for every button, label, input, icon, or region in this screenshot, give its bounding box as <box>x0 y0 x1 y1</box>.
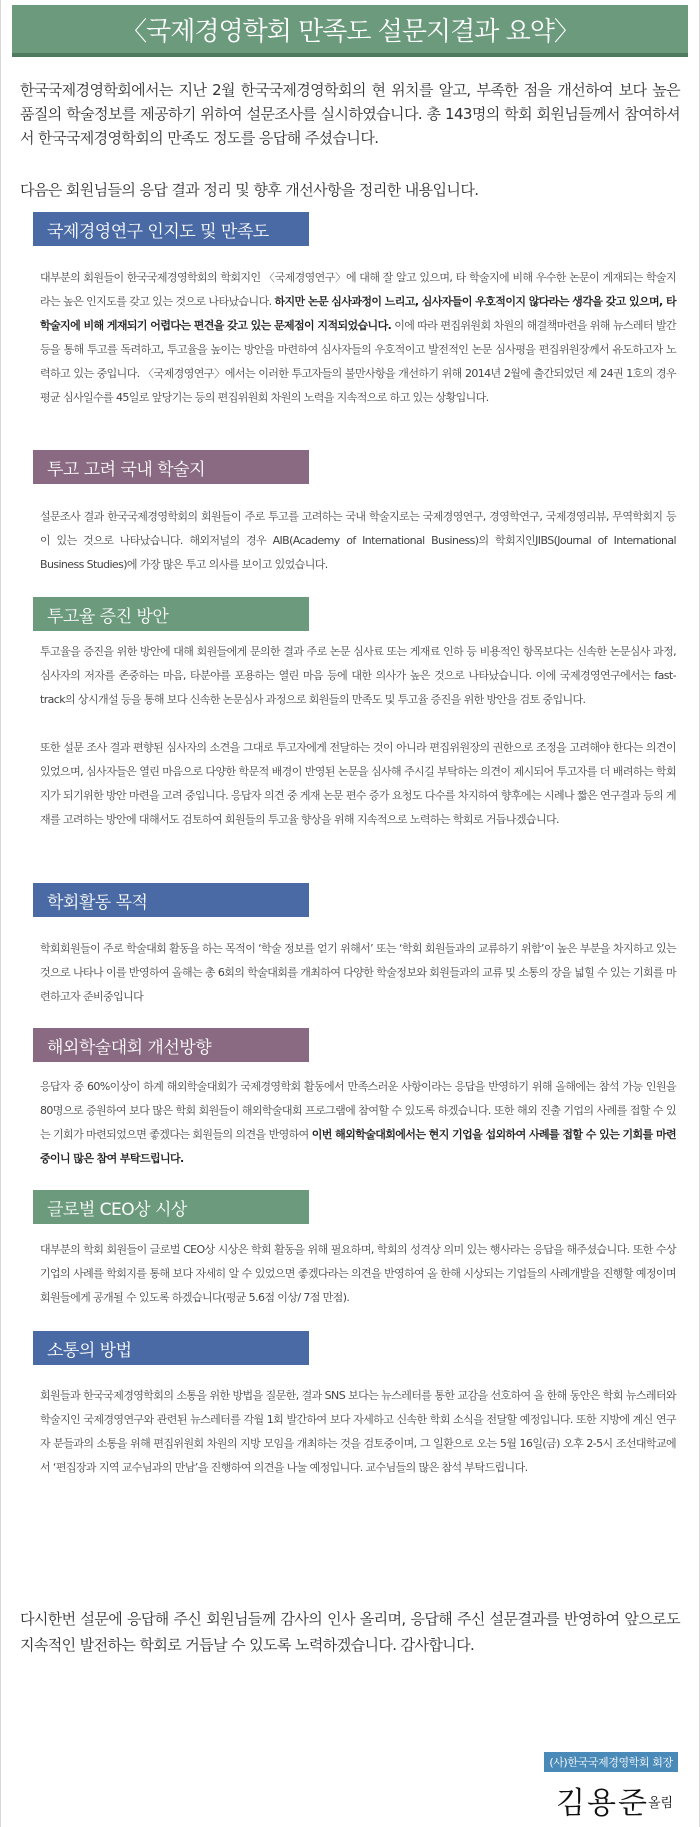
section-heading-ceo-award: 글로벌 CEO상 시상 <box>33 1190 309 1224</box>
section-heading-purpose: 학회활동 목적 <box>33 883 309 917</box>
section-heading-overseas: 해외학술대회 개선방향 <box>33 1028 309 1062</box>
section-body-journals: 설문조사 결과 한국국제경영학회의 회원들이 주로 투고를 고려하는 국내 학술지로는 국제경영연구, 경영학연구, 국제경영리뷰, 무역학회지 등이 있는 것으로 나타났습니다. 해외저널의 경우 AIB(Academy of International Business)의 학회지인JIBS(Journal of International Business Studies)에 가장 많은 투고 의사를 보이고 있었습니다. <box>40 510 676 571</box>
signature-name: 김용준 <box>556 1786 649 1821</box>
section-heading-communication: 소통의 방법 <box>33 1331 309 1365</box>
intro-text: 한국국제경영학회에서는 지난 2월 한국국제경영학회의 현 위치를 알고, 부족한 점을 개선하여 보다 높은 품질의 학술정보를 제공하기 위하여 설문조사를 실시하였습니다. 총 143명의 학회 회원님들께서 참여하셔서 한국국제경영학회의 만족도 정도를 응답해 주셨습니다. <box>20 81 680 147</box>
section-body-awareness: 대부분의 회원들이 한국국제경영학회의 학회지인 〈국제경영연구〉에 대해 잘 알고 있으며, 타 학술지에 비해 우수한 논문이 게재되는 학술지라는 높은 인지도를 갖고 있는 것으로 나타났습니다. 하지만 논문 심사과정이 느리고, 심사자들이 우호적이지 않다라는 생각을 갖고 있으며, 타 학술지에 비해 게재되기 어렵다는 편견을 갖고 있는 문제점이 지적되었습니다. 이에 따라 편집위원회 차원의 해결책마련을 위해 뉴스레터 발간 등을 통해 투고를 독려하고, 투고율을 높이는 방안을 마련하여 심사자들의 우호적이고 발전적인 논문 심사평을 편집위원장께서 유도하고자 노력하고 있는 중입니다. 〈국제경영연구〉에서는 이러한 투고자들의 불만사항을 개선하기 위해 2014년 2월에 출간되었던 제 24권 1호의 경우 평균 심사일수를 45일로 앞당기는 등의 편집위원회 차원의 노력을 지속적으로 하고 있는 상황입니다. <box>40 271 676 404</box>
intro-summary: 다음은 회원님들의 응답 결과 정리 및 향후 개선사항을 정리한 내용입니다. <box>20 181 479 199</box>
page-title: 〈국제경영학회 만족도 설문지결과 요약〉 <box>12 5 688 53</box>
intro-paragraph <box>20 78 680 150</box>
closing-paragraph: 다시한번 설문에 응답해 주신 회원님들께 감사의 인사 올리며, 응답해 주신 설문결과를 반영하여 앞으로도 지속적인 발전하는 학회로 거듭날 수 있도록 노력하겠습니다. 감사합니다. <box>20 1610 680 1654</box>
section-heading-awareness: 국제경영연구 인지도 및 만족도 <box>33 212 309 246</box>
section-body-communication: 회원들과 한국국제경영학회의 소통을 위한 방법을 질문한, 결과 SNS 보다는 뉴스레터를 통한 교감을 선호하여 올 한해 동안은 학회 뉴스레터와 학술지인 국제경영연구와 관련된 뉴스레터를 각월 1회 발간하여 보다 자세하고 신속한 학회 소식을 전달할 예정입니다. 또한 지방에 계신 연구자 분들과의 소통을 위해 편집위원회 차원의 지방 모임을 개최하는 것을 검토중이며, 그 일환으로 오는 5월 16일(금) 오후 2-5시 조선대학교에서 ‘편집장과 지역 교수님과의 만남’을 진행하여 의견을 나눌 예정입니다. 교수님들의 많은 참석 부탁드립니다. <box>40 1389 676 1474</box>
section-body-ceo-award: 대부분의 학회 회원들이 글로벌 CEO상 시상은 학회 활동을 위해 필요하며, 학회의 성격상 의미 있는 행사라는 응답을 해주셨습니다. 또한 수상기업의 사례를 학회지를 통해 보다 자세히 알 수 있었으면 좋겠다라는 의견을 반영하여 올 한해 시상되는 기업들의 사례개발을 진행할 예정이며 회원들에게 공개될 수 있도록 하겠습니다(평균 5.6점 이상/ 7점 만점). <box>40 1243 676 1304</box>
title-underline <box>12 53 688 57</box>
section-body-overseas: 응답자 중 60%이상이 하계 해외학술대회가 국제경영학회 활동에서 만족스러운 사항이라는 응답을 반영하기 위해 올해에는 참석 가능 인원을 80명으로 증원하여 보다 많은 학회 회원들이 해외학술대회 프로그램에 참여할 수 있도록 하겠습니다. 또한 해외 진출 기업의 사례를 접할 수 있는 기회가 마련되었으면 좋겠다는 회원들의 의견을 반영하여 이번 해외학술대회에서는 현지 기업을 섭외하여 사례를 접할 수 있는 기회를 마련중이니 많은 참여 부탁드립니다. <box>40 1080 676 1165</box>
signature-title-badge: (사)한국국제경영학회 회장 <box>544 1752 678 1772</box>
section-heading-submission: 투고율 증진 방안 <box>33 597 309 631</box>
signature-suffix: 올림 <box>648 1796 674 1811</box>
section-body-submission: 투고율을 증진을 위한 방안에 대해 회원들에게 문의한 결과 주로 논문 심사료 또는 게재료 인하 등 비용적인 항목보다는 신속한 논문심사 과정, 심사자의 저자를 존중하는 마음, 타분야를 포용하는 열린 마음 등에 대한 의사가 높은 것으로 나타났습니다. 이에 국제경영연구에서는 fast-track의 상시개설 등을 통해 보다 신속한 논문심사 과정으로 회원들의 만족도 및 투고율 증진을 위한 방안을 검토 중입니다. 또한 설문 조사 결과 편향된 심사자의 소견을 그대로 투고자에게 전달하는 것이 아니라 편집위원장의 권한으로 조정을 고려해야 한다는 의견이 있었으며, 심사자들은 열린 마음으로 다양한 학문적 배경이 반영된 논문을 심사해 주시길 부탁하는 의견이 제시되어 투고자를 더 배려하는 학회지가 되기위한 방안 마련을 고려 중입니다. 응답자 의견 중 게재 논문 편수 증가 요청도 다수를 차지하여 향후에는 시례나 짧은 연구결과 등의 게재를 고려하는 방안에 대해서도 검토하여 회원들의 투고율 향상을 위해 지속적으로 노력하는 학회로 거듭나겠습니다. <box>40 645 676 826</box>
section-body-purpose: 학회회원들이 주로 학술대회 활동을 하는 목적이 ‘학술 정보를 얻기 위해서’ 또는 ‘학회 회원들과의 교류하기 위함’이 높은 부분을 차지하고 있는 것으로 나타나 이를 반영하여 올해는 총 6회의 학술대회를 개최하여 다양한 학술정보와 회원들과의 교류 및 소통의 장을 넓힐 수 있는 기회를 마련하고자 준비중입니다 <box>40 942 676 1003</box>
section-heading-journals: 투고 고려 국내 학술지 <box>33 450 309 484</box>
